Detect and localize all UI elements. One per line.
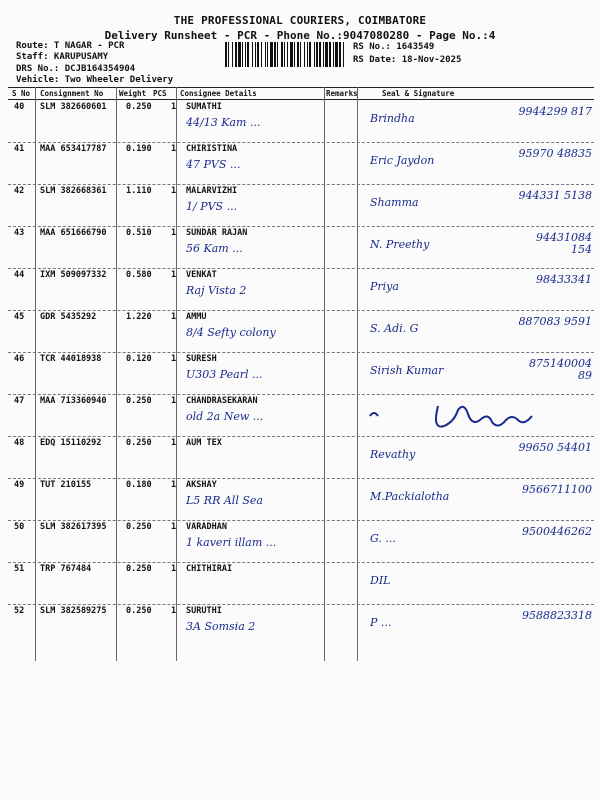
row-pcs: 1	[171, 396, 177, 406]
row-weight: 0.250	[126, 606, 152, 616]
row-signature: Sirish Kumar	[370, 364, 444, 377]
row-phone: 9588823318	[522, 609, 592, 622]
barcode-bar	[257, 42, 259, 67]
row-pcs: 1	[171, 186, 177, 196]
barcode-bar	[309, 42, 311, 67]
vehicle-label: Vehicle: Two Wheeler Delivery	[16, 75, 174, 85]
row-consignee-name: SUNDAR RAJAN	[186, 228, 248, 238]
row-consignee-name: CHITHIRAI	[186, 564, 233, 574]
row-phone: 95970 48835	[518, 147, 592, 160]
row-phone: 99650 54401	[518, 441, 592, 454]
barcode-bar	[307, 42, 308, 67]
row-sno: 49	[14, 480, 25, 490]
row-pcs: 1	[171, 270, 177, 280]
barcode-bar	[265, 42, 266, 67]
row-pcs: 1	[171, 102, 177, 112]
row-sno: 41	[14, 144, 25, 154]
row-address: 1/ PVS ...	[186, 200, 238, 213]
barcode-bar	[284, 42, 285, 67]
row-pcs: 1	[171, 522, 177, 532]
barcode-bar	[238, 42, 241, 67]
barcode-bar	[277, 42, 278, 67]
row-consignee-name: CHANDRASEKARAN	[186, 396, 258, 406]
col-weight: Weight	[119, 89, 147, 98]
barcode-bar	[294, 42, 295, 67]
barcode-bar	[267, 42, 268, 67]
row-weight: 0.250	[126, 564, 152, 574]
row-weight: 1.220	[126, 312, 152, 322]
barcode-bar	[281, 42, 283, 67]
row-signature: G. ...	[370, 532, 396, 545]
barcode-bar	[335, 42, 338, 67]
row-address: old 2a New ...	[186, 410, 264, 423]
row-signature: Revathy	[370, 448, 416, 461]
row-sno: 47	[14, 396, 25, 406]
row-phone: 98433341	[536, 273, 592, 286]
row-consignee-name: SUMATHI	[186, 102, 222, 112]
row-weight: 1.110	[126, 186, 152, 196]
row-separator	[8, 394, 594, 395]
col-remarks: Remarks	[326, 89, 358, 98]
drs-label: DRS No.: DCJB164354904	[16, 64, 136, 74]
barcode-bar	[228, 42, 229, 67]
barcode-bar	[232, 42, 233, 67]
col-divider	[357, 87, 358, 661]
row-weight: 0.510	[126, 228, 152, 238]
row-pcs: 1	[171, 312, 177, 322]
row-phone: 94431084 154	[536, 231, 592, 256]
row-address: U303 Pearl ...	[186, 368, 263, 381]
barcode-bar	[235, 42, 237, 67]
barcode-bar	[225, 42, 227, 67]
barcode-bar	[329, 42, 331, 67]
col-divider	[35, 87, 36, 661]
row-pcs: 1	[171, 438, 177, 448]
row-weight: 0.250	[126, 396, 152, 406]
col-divider	[324, 87, 325, 661]
row-separator	[8, 142, 594, 143]
row-signature: P ...	[370, 616, 392, 629]
col-seal: Seal & Signature	[382, 89, 455, 98]
barcode-bar	[297, 42, 299, 67]
row-consignment-no: MAA 653417787	[40, 144, 107, 154]
row-separator	[8, 562, 594, 563]
row-sno: 40	[14, 102, 25, 112]
col-pcs: PCS	[153, 89, 167, 98]
row-consignee-name: SURUTHI	[186, 606, 222, 616]
row-separator	[8, 310, 594, 311]
row-separator	[8, 184, 594, 185]
barcode-bar	[333, 42, 334, 67]
row-sno: 42	[14, 186, 25, 196]
row-consignment-no: SLM 382668361	[40, 186, 107, 196]
barcode-bar	[304, 42, 305, 67]
row-sno: 45	[14, 312, 25, 322]
row-separator	[8, 436, 594, 437]
row-signature: Priya	[370, 280, 399, 293]
row-separator	[8, 478, 594, 479]
runsheet-subtitle: Delivery Runsheet - PCR - Phone No.:9047080280 - Page No.:4	[104, 29, 496, 42]
row-consignment-no: EDQ 15110292	[40, 438, 102, 448]
row-phone: 944331 5138	[518, 189, 592, 202]
row-weight: 0.250	[126, 102, 152, 112]
table-top-rule	[8, 87, 594, 88]
row-phone: 875140004 89	[529, 357, 592, 382]
company-title: THE PROFESSIONAL COURIERS, COIMBATORE	[173, 14, 427, 27]
row-weight: 0.250	[126, 522, 152, 532]
row-separator	[8, 268, 594, 269]
row-consignment-no: SLM 382660601	[40, 102, 107, 112]
row-signature: M.Packialotha	[370, 490, 450, 503]
row-address: 56 Kam ...	[186, 242, 243, 255]
row-address: 44/13 Kam ...	[186, 116, 261, 129]
row-sno: 46	[14, 354, 25, 364]
barcode-bar	[323, 42, 324, 67]
table-header-rule	[8, 99, 594, 100]
barcode-bar	[252, 42, 253, 67]
row-sno: 52	[14, 606, 25, 616]
barcode-bar	[290, 42, 293, 67]
row-consignment-no: SLM 382617395	[40, 522, 107, 532]
row-separator	[8, 226, 594, 227]
barcode-bar	[261, 42, 262, 67]
row-consignee-name: CHIRISTINA	[186, 144, 238, 154]
barcode-bar	[325, 42, 328, 67]
row-separator	[8, 520, 594, 521]
row-signature: DIL	[370, 574, 391, 587]
row-consignee-name: VENKAT	[186, 270, 217, 280]
row-weight: 0.180	[126, 480, 152, 490]
barcode-bar	[247, 42, 249, 67]
row-sno: 48	[14, 438, 25, 448]
row-weight: 0.580	[126, 270, 152, 280]
row-consignment-no: GDR 5435292	[40, 312, 97, 322]
row-phone: 887083 9591	[518, 315, 592, 328]
barcode-bar	[316, 42, 318, 67]
row-address: L5 RR All Sea	[186, 494, 263, 507]
row-phone: 9500446262	[522, 525, 592, 538]
row-pcs: 1	[171, 228, 177, 238]
row-phone: 9566711100	[522, 483, 592, 496]
row-pcs: 1	[171, 480, 177, 490]
row-signature: Brindha	[370, 112, 415, 125]
barcode-bar	[270, 42, 273, 67]
row-consignee-name: SURESH	[186, 354, 217, 364]
col-divider	[176, 87, 177, 661]
row-separator	[8, 604, 594, 605]
barcode-bar	[343, 42, 344, 67]
row-address: 47 PVS ...	[186, 158, 241, 171]
barcode-bar	[287, 42, 288, 67]
row-consignment-no: TRP 767484	[40, 564, 92, 574]
row-sno: 44	[14, 270, 25, 280]
row-pcs: 1	[171, 144, 177, 154]
row-consignee-name: VARADHAN	[186, 522, 227, 532]
staff-label: Staff: KARUPUSAMY	[16, 52, 109, 62]
row-weight: 0.120	[126, 354, 152, 364]
barcode-bar	[319, 42, 321, 67]
rs-date: RS Date: 18-Nov-2025	[353, 55, 462, 65]
row-consignment-no: SLM 382589275	[40, 606, 107, 616]
row-address: 1 kaveri illam ...	[186, 536, 277, 549]
barcode-bar	[300, 42, 301, 67]
row-sno: 50	[14, 522, 25, 532]
row-weight: 0.190	[126, 144, 152, 154]
row-address: 8/4 Sefty colony	[186, 326, 276, 339]
row-signature: Shamma	[370, 196, 419, 209]
col-sno: S No	[12, 89, 31, 98]
row-address: 3A Somsia 2	[186, 620, 256, 633]
row-consignee-name: AUM TEX	[186, 438, 222, 448]
barcode-bar	[245, 42, 246, 67]
row-consignment-no: MAA 651666790	[40, 228, 107, 238]
row-consignment-no: TUT 210155	[40, 480, 92, 490]
barcode-bar	[242, 42, 243, 67]
row-consignment-no: MAA 713360940	[40, 396, 107, 406]
row-consignee-name: MALARVIZHI	[186, 186, 238, 196]
row-signature: N. Preethy	[370, 238, 430, 251]
row-sno: 43	[14, 228, 25, 238]
barcode-bar	[339, 42, 341, 67]
row-signature: Eric Jaydon	[370, 154, 435, 167]
row-signature: S. Adi. G	[370, 322, 419, 335]
row-phone: 9944299 817	[518, 105, 592, 118]
barcode-icon	[225, 42, 347, 67]
col-consignment: Consignment No	[40, 89, 104, 98]
row-pcs: 1	[171, 564, 177, 574]
row-consignee-name: AMMU	[186, 312, 207, 322]
row-pcs: 1	[171, 606, 177, 616]
barcode-bar	[274, 42, 276, 67]
barcode-bar	[314, 42, 315, 67]
row-consignment-no: TCR 44018938	[40, 354, 102, 364]
row-weight: 0.250	[126, 438, 152, 448]
signature-scribble-icon	[368, 398, 568, 432]
barcode-bar	[255, 42, 256, 67]
row-separator	[8, 352, 594, 353]
row-consignment-no: IXM 509097332	[40, 270, 107, 280]
col-consignee: Consignee Details	[180, 89, 257, 98]
row-address: Raj Vista 2	[186, 284, 247, 297]
col-divider	[116, 87, 117, 661]
row-sno: 51	[14, 564, 25, 574]
rs-number: RS No.: 1643549	[353, 42, 435, 52]
row-consignee-name: AKSHAY	[186, 480, 217, 490]
route-label: Route: T NAGAR - PCR	[16, 41, 125, 51]
row-pcs: 1	[171, 354, 177, 364]
